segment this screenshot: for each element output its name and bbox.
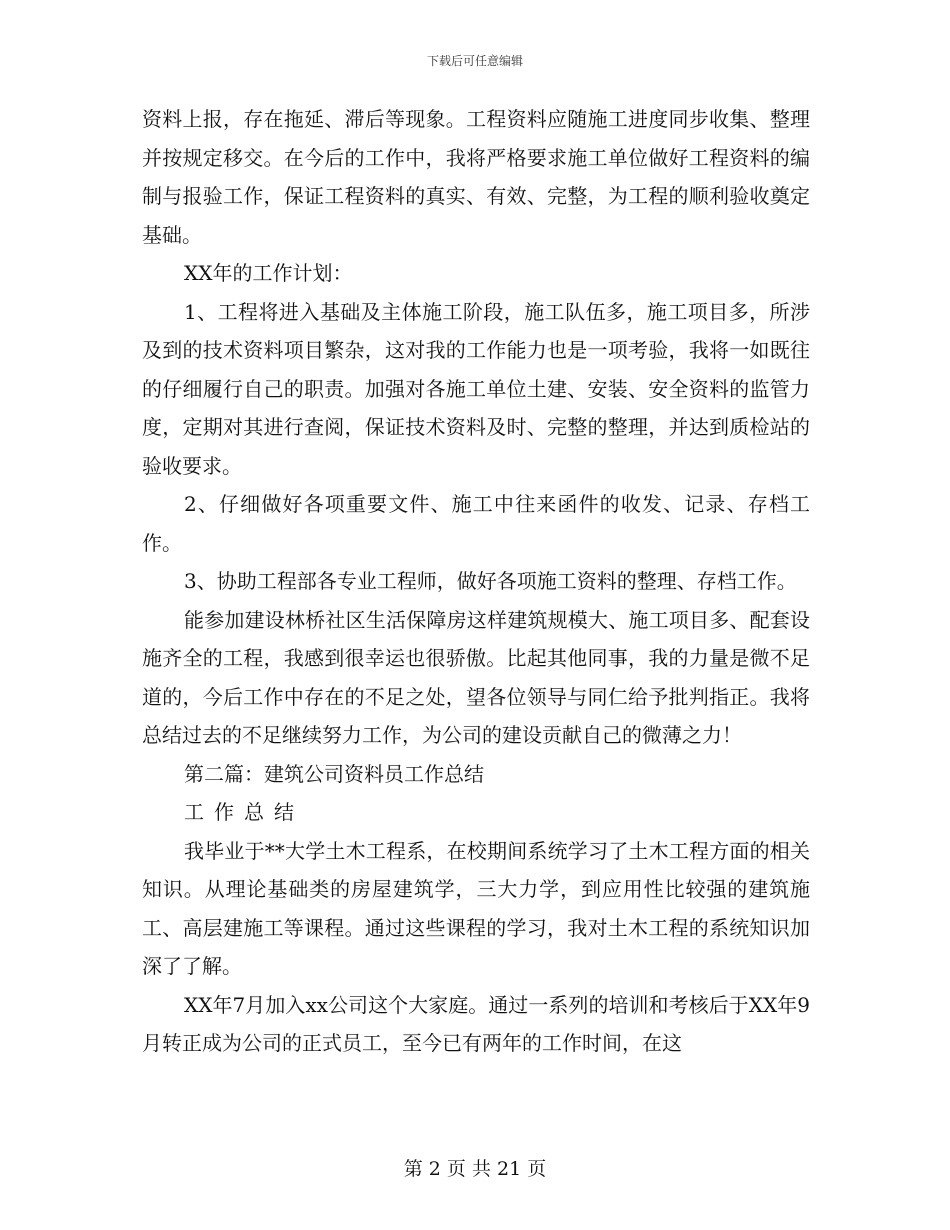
paragraph: 我毕业于**大学土木工程系，在校期间系统学习了土木工程方面的相关知识。从理论基础类的房屋建筑学，三大力学，到应用性比较强的建筑施工、高层建施工等课程。通过这些课程的学习，我对土木工程的系统知识加深了了解。 bbox=[142, 838, 810, 978]
section-subheading: 工作总结 bbox=[184, 800, 304, 824]
paragraph: 3、协助工程部各专业工程师，做好各项施工资料的整理、存档工作。 bbox=[184, 569, 797, 593]
section-heading: 第二篇：建筑公司资料员工作总结 bbox=[184, 761, 484, 786]
paragraph: 能参加建设林桥社区生活保障房这样建筑规模大、施工项目多、配套设施齐全的工程，我感到很幸运也很骄傲。比起其他同事，我的力量是微不足道的，今后工作中存在的不足之处，望各位领导与同仁给予批判指正。我将总结过去的不足继续努力工作，为公司的建设贡献自己的微薄之力！ bbox=[142, 607, 810, 747]
page-number-footer: 第 2 页 共 21 页 bbox=[403, 1158, 547, 1180]
document-body bbox=[142, 100, 810, 1063]
paragraph: 1、工程将进入基础及主体施工阶段，施工队伍多，施工项目多，所涉及到的技术资料项目繁杂，这对我的工作能力也是一项考验，我将一如既往的仔细履行自己的职责。加强对各施工单位土建、安装、安全资料的监管力度，定期对其进行查阅，保证技术资料及时、完整的整理，并达到质检站的验收要求。 bbox=[142, 299, 810, 478]
paragraph: XX年的工作计划： bbox=[184, 261, 353, 285]
paragraph: 资料上报，存在拖延、滞后等现象。工程资料应随施工进度同步收集、整理并按规定移交。在今后的工作中，我将严格要求施工单位做好工程资料的编制与报验工作，保证工程资料的真实、有效、完整，为工程的顺利验收奠定基础。 bbox=[142, 107, 810, 247]
paragraph: XX年7月加入xx公司这个大家庭。通过一系列的培训和考核后于XX年9月转正成为公司的正式员工，至今已有两年的工作时间，在这 bbox=[142, 992, 810, 1055]
page-header: 下载后可任意编辑 bbox=[426, 54, 523, 68]
paragraph: 2、仔细做好各项重要文件、施工中往来函件的收发、记录、存档工作。 bbox=[142, 492, 810, 555]
